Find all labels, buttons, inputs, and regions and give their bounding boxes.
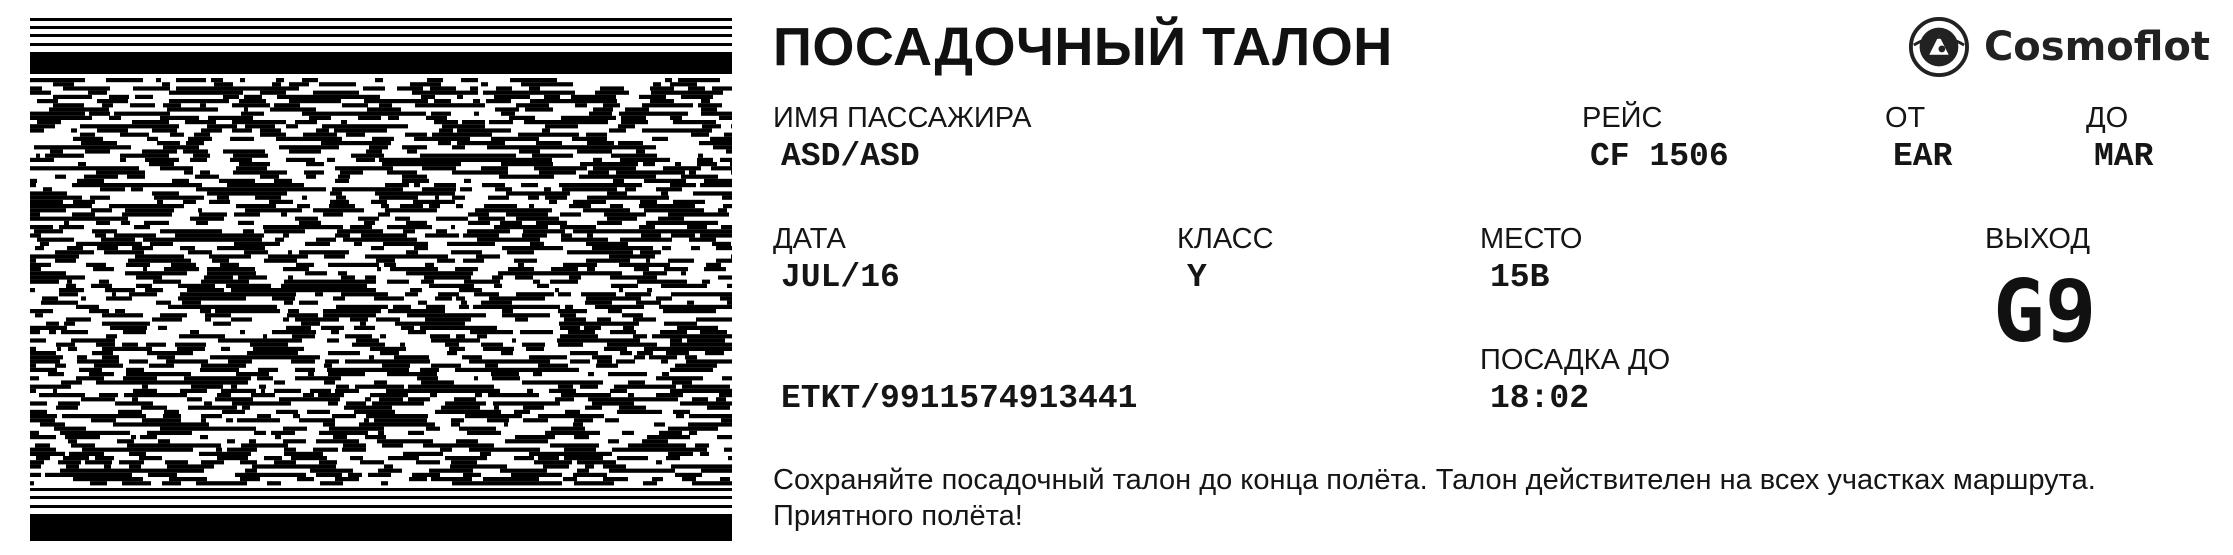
class-value: Y [1187, 259, 1207, 296]
boarding-time-value: 18:02 [1490, 380, 1590, 417]
airline-logo [1908, 14, 2210, 80]
notice-line-1: Сохраняйте посадочный талон до конца полёта. Талон действителен на всех участках маршрута. [773, 464, 2096, 496]
origin-value: EAR [1893, 138, 1953, 175]
gate-value: G9 [1993, 262, 2097, 362]
boarding-pass-notice [773, 462, 2193, 534]
destination-value: MAR [2094, 138, 2154, 175]
destination-label: ДО [2086, 102, 2129, 134]
origin-label: ОТ [1885, 102, 1926, 134]
gate-label: ВЫХОД [1985, 223, 2090, 255]
class-label: КЛАСС [1177, 223, 1274, 255]
flight-label: РЕЙС [1582, 102, 1663, 134]
passenger-name-label: ИМЯ ПАССАЖИРА [773, 102, 1032, 134]
boarding-time-label: ПОСАДКА ДО [1480, 344, 1671, 376]
passenger-name-value: ASD/ASD [781, 138, 920, 175]
flight-value: CF 1506 [1590, 138, 1729, 175]
seat-label: МЕСТО [1480, 223, 1583, 255]
seat-value: 15B [1490, 259, 1550, 296]
ticket-number: ETKT/9911574913441 [781, 380, 1138, 417]
date-label: ДАТА [773, 223, 846, 255]
date-value: JUL/16 [781, 259, 900, 296]
notice-line-2: Приятного полёта! [773, 500, 1023, 532]
boarding-barcode [30, 18, 732, 541]
airline-logo-icon [1908, 15, 1970, 79]
airline-name: Cosmoflot [1983, 24, 2210, 70]
boarding-pass-title: ПОСАДОЧНЫЙ ТАЛОН [773, 17, 1393, 77]
